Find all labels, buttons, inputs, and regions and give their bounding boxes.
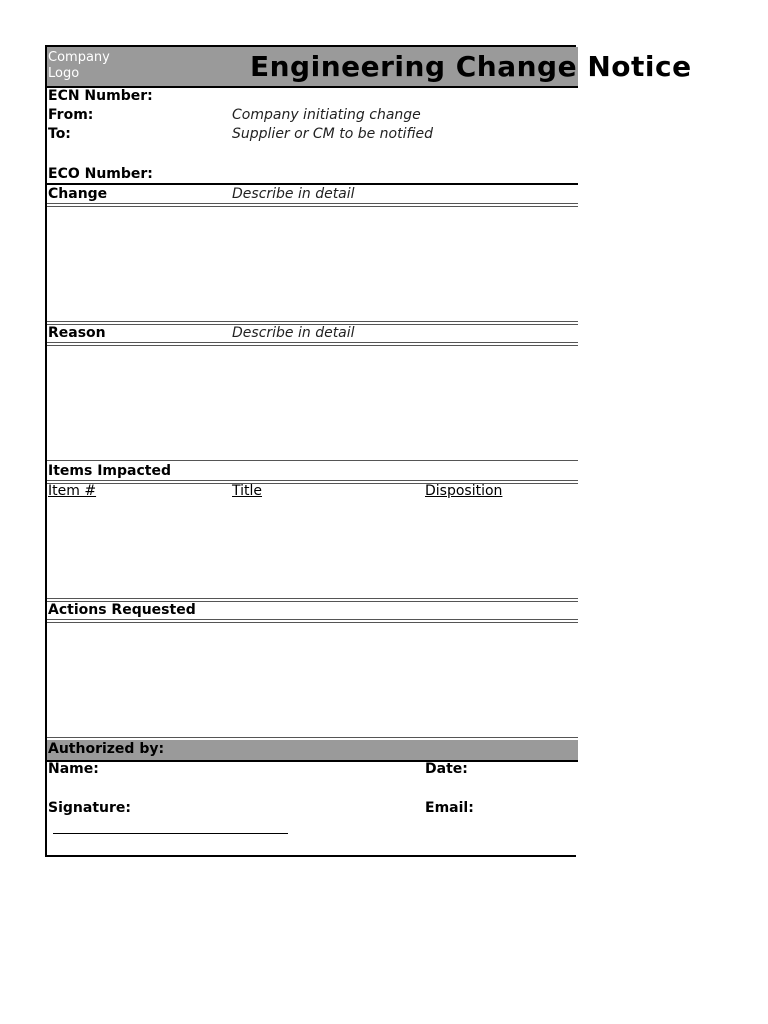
from-hint[interactable]: Company initiating change	[232, 107, 421, 123]
items-impacted-label: Items Impacted	[48, 463, 171, 479]
reason-hint[interactable]: Describe in detail	[232, 325, 355, 341]
name-label: Name:	[48, 761, 99, 777]
items-top-rule	[47, 460, 578, 461]
change-hint[interactable]: Describe in detail	[232, 186, 355, 202]
items-column-disposition: Disposition	[425, 483, 503, 499]
eco-number-label: ECO Number:	[48, 166, 153, 182]
engineering-change-form	[45, 45, 692, 857]
change-label: Change	[48, 186, 108, 202]
company-logo-line1: Company	[48, 50, 110, 65]
items-column-title: Title	[232, 483, 263, 499]
authorized-by-label: Authorized by:	[48, 741, 165, 757]
company-logo-line2: Logo	[48, 66, 80, 81]
reason-label: Reason	[48, 325, 106, 341]
actions-header-rule	[47, 619, 578, 623]
to-label: To:	[48, 126, 71, 142]
change-header-rule	[47, 203, 578, 207]
signature-line[interactable]	[53, 833, 288, 834]
signature-label: Signature:	[48, 800, 131, 816]
form-title: Engineering Change Notice	[250, 50, 692, 83]
items-column-item-number: Item #	[48, 483, 97, 499]
reason-header-rule	[47, 342, 578, 346]
to-hint[interactable]: Supplier or CM to be notified	[232, 126, 434, 142]
ecn-number-label: ECN Number:	[48, 88, 153, 104]
authorization-band-rule	[47, 760, 578, 762]
date-label: Date:	[425, 761, 468, 777]
email-label: Email:	[425, 800, 474, 816]
from-label: From:	[48, 107, 94, 123]
actions-requested-label: Actions Requested	[48, 602, 196, 618]
